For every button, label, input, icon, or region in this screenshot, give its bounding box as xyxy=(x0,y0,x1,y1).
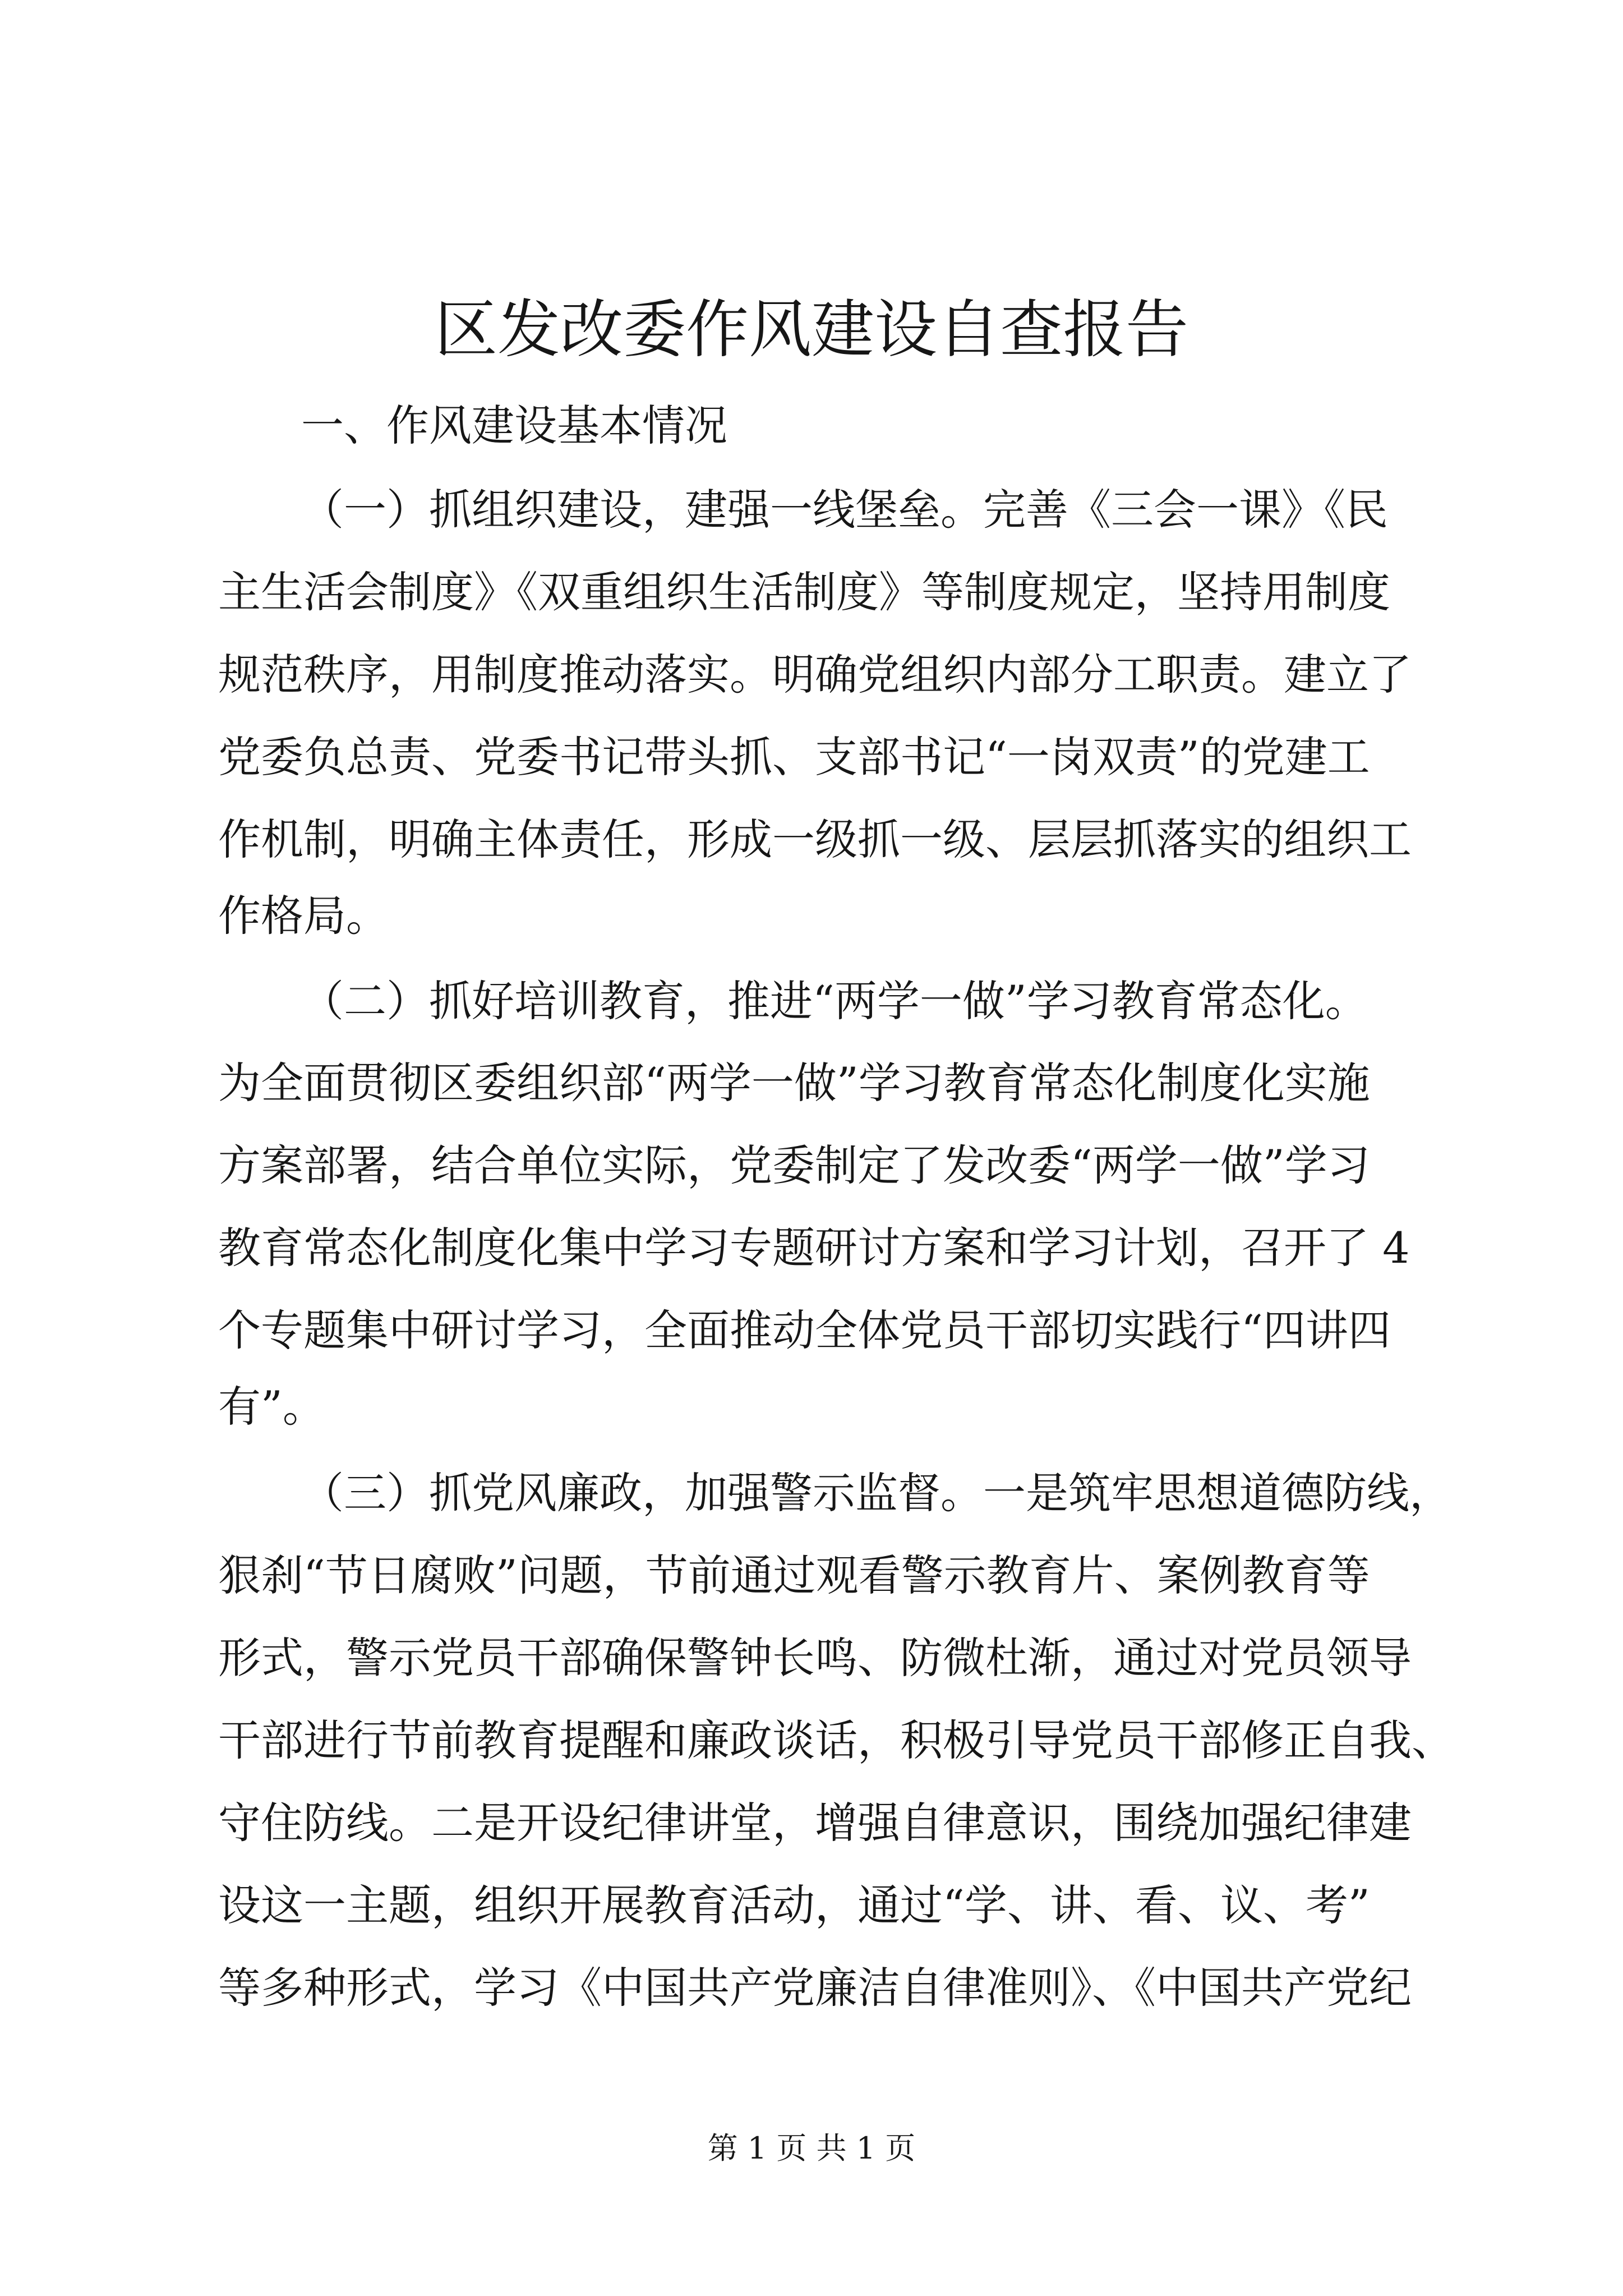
paragraph-3-line-7: 等多种形式，学习《中国共产党廉洁自律准则》、《中国共产党纪 xyxy=(218,1963,1412,2013)
paragraph-1-line-4: 党委负总责、党委书记带头抓、支部书记“一岗双责”的党建工 xyxy=(218,732,1370,782)
paragraph-2-line-1: （二）抓好培训教育，推进“两学一做”学习教育常态化。 xyxy=(301,976,1368,1026)
paragraph-1-line-6: 作格局。 xyxy=(218,891,389,941)
paragraph-3-line-5: 守住防线。二是开设纪律讲堂，增强自律意识，围绕加强纪律建 xyxy=(218,1798,1412,1848)
paragraph-1-line-3: 规范秩序，用制度推动落实。明确党组织内部分工职责。建立了 xyxy=(218,650,1412,700)
paragraph-2-line-6: 有”。 xyxy=(218,1382,325,1432)
paragraph-3-line-1: （三）抓党风廉政，加强警示监督。一是筑牢思想道德防线， xyxy=(301,1468,1452,1518)
paragraph-2-line-2: 为全面贯彻区委组织部“两学一做”学习教育常态化制度化实施 xyxy=(218,1058,1370,1108)
document-title: 区发改委作风建设自查报告 xyxy=(435,293,1188,366)
paragraph-3-line-3: 形式，警示党员干部确保警钟长鸣、防微杜渐，通过对党员领导 xyxy=(218,1633,1412,1683)
paragraph-1-line-1: （一）抓组织建设，建强一线堡垒。完善《三会一课》《民 xyxy=(301,485,1388,535)
paragraph-3-line-6: 设这一主题，组织开展教育活动，通过“学、讲、看、议、考” xyxy=(218,1880,1370,1930)
paragraph-1-line-2: 主生活会制度》《双重组织生活制度》等制度规定，坚持用制度 xyxy=(218,567,1390,617)
paragraph-2-line-5: 个专题集中研讨学习，全面推动全体党员干部切实践行“四讲四 xyxy=(218,1305,1391,1355)
section-heading: 一、作风建设基本情况 xyxy=(301,401,727,450)
paragraph-3-line-2: 狠刹“节日腐败”问题，节前通过观看警示教育片、案例教育等 xyxy=(218,1550,1370,1600)
page-footer: 第 1 页 共 1 页 xyxy=(707,2131,916,2166)
paragraph-3-line-4: 干部进行节前教育提醒和廉政谈话，积极引导党员干部修正自我、 xyxy=(218,1715,1454,1765)
paragraph-1-line-5: 作机制，明确主体责任，形成一级抓一级、层层抓落实的组织工 xyxy=(218,815,1412,864)
paragraph-2-line-3: 方案部署，结合单位实际，党委制定了发改委“两学一做”学习 xyxy=(218,1140,1370,1190)
paragraph-2-line-4: 教育常态化制度化集中学习专题研讨方案和学习计划，召开了 4 xyxy=(218,1223,1410,1273)
